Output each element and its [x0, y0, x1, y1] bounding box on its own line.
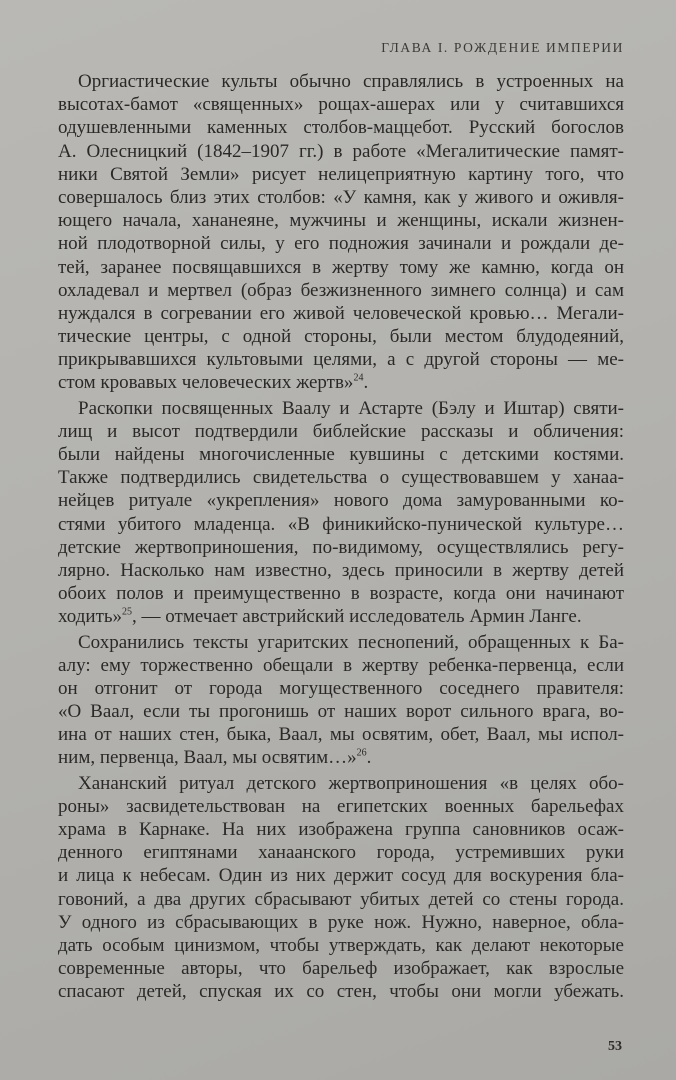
running-head: ГЛАВА I. РОЖДЕНИЕ ИМПЕРИИ: [381, 40, 624, 55]
text-line: обоих полов и преимущественно в возрасте, когда они начинают: [58, 583, 624, 605]
text-line: лищ и высот подтвердили библейские рассказы и обличения:: [58, 420, 624, 442]
text-line: и лица к небесам. Один из них держит сосуд для воскурения бла-: [58, 865, 624, 887]
text-line: тические центры, с одной стороны, были местом блудодеяний,: [58, 326, 624, 348]
text-line: охладевал и мертвел (образ безжизненного зимнего солнца) и сам: [58, 279, 624, 301]
text-line: Сохранились тексты угаритских песнопений, обращенных к Ба-: [78, 631, 624, 653]
text-line: были найдены многочисленные кувшины с детскими костями.: [58, 444, 624, 465]
text-line: ющего начала, хананеяне, мужчины и женщины, искали жизнен-: [58, 210, 624, 232]
text-line: нейцев ритуале «укрепления» нового дома замурованными ко-: [58, 490, 624, 512]
text-line: ина от наших стен, быка, Ваал, мы освятим, обет, Ваал, мы испол-: [58, 724, 624, 746]
text-line: «О Ваал, если ты прогонишь от наших ворот сильного врага, во-: [58, 701, 624, 723]
text-line: спасают детей, спуская их со стен, чтобы они могли убежать.: [58, 981, 624, 1003]
footnote-ref[interactable]: 24: [353, 373, 364, 385]
text-line: Хананский ритуал детского жертвоприношения «в целях обо-: [78, 772, 624, 794]
text-line-last: [58, 371, 624, 394]
text-line: Также подтвердились свидетельства о существовавшем у ханаа-: [58, 467, 624, 489]
text-line: стями убитого младенца. «В финикийско-пунической культуре…: [58, 513, 624, 535]
text-line: он отгонит от города могущественного соседнего правителя:: [58, 677, 624, 699]
text-line: говоний, а два других сбрасывают убитых детей со стены города.: [58, 888, 624, 910]
paragraph-3: [58, 631, 624, 770]
text-line: высотах-бамот «священных» рощах-ашерах или у считавшихся: [58, 94, 624, 116]
text-line: денного египтянами ханаанского города, устремивших руки: [58, 842, 624, 864]
text-line: прикрывавшихся культовыми целями, а с другой стороны — ме-: [58, 349, 624, 371]
paragraph-4: [58, 772, 624, 1004]
text-line: совершалось близ этих столбов: «У камня, как у живого и оживля-: [58, 186, 624, 208]
text-line: нуждался в согревании его живой человеческой кровью… Мегали-: [58, 302, 624, 324]
text-line: Раскопки посвященных Ваалу и Астарте (Бэлу и Иштар) святи-: [78, 397, 624, 419]
text-block: [58, 70, 624, 1004]
text-line: Оргиастические культы обычно справлялись в устроенных на: [78, 71, 624, 92]
text-line: А. Олесницкий (1842–1907 гг.) в работе «Мегалитические памят-: [58, 140, 624, 162]
text-line-last: [58, 746, 624, 769]
text-fragment: ним, первенца, Ваал, мы освятим…»: [58, 747, 357, 769]
text-line: детские жертвоприношения, по-видимому, осуществлялись регу-: [58, 536, 624, 558]
paragraph-1: [58, 70, 624, 395]
text-line: ной плодотворной силы, у его подножия зачинали и рождали де-: [58, 233, 624, 255]
text-fragment: ходить»: [58, 606, 123, 628]
text-line: храма в Карнаке. На них изображена группа сановников осаж-: [58, 819, 624, 840]
text-line: У одного из сбрасывающих в руке нож. Нужно, наверное, обла-: [58, 911, 624, 933]
text-line: лярно. Насколько нам известно, здесь приносили в жертву детей: [58, 559, 624, 581]
text-line: одушевленными каменных столбов-маццебот. Русский богослов: [58, 117, 624, 139]
text-fragment: , — отмечает австрийский исследователь Армин Ланге.: [132, 606, 582, 628]
text-line: ники Святой Земли» рисует нелицеприятную картину того, что: [58, 163, 624, 185]
text-line: алу: ему торжественно обещали в жертву ребенка-первенца, если: [58, 654, 624, 676]
text-line: тей, заранее посвящавшихся в жертву тому же камню, когда он: [58, 256, 624, 278]
text-line: современные авторы, что барельеф изображает, как взрослые: [58, 958, 624, 980]
text-line: роны» засвидетельствован на египетских военных барельефах: [58, 795, 624, 817]
text-line-last: [58, 605, 624, 628]
footnote-ref[interactable]: 26: [356, 748, 367, 760]
text-fragment: .: [366, 747, 372, 769]
footnote-ref[interactable]: 25: [122, 606, 133, 618]
text-fragment: .: [363, 372, 369, 394]
page-number: 53: [608, 1039, 622, 1054]
text-fragment: стом кровавых человеческих жертв»: [58, 372, 354, 394]
text-line: дать особым цинизмом, чтобы утверждать, как делают некоторые: [58, 934, 624, 956]
paragraph-2: [58, 397, 624, 629]
